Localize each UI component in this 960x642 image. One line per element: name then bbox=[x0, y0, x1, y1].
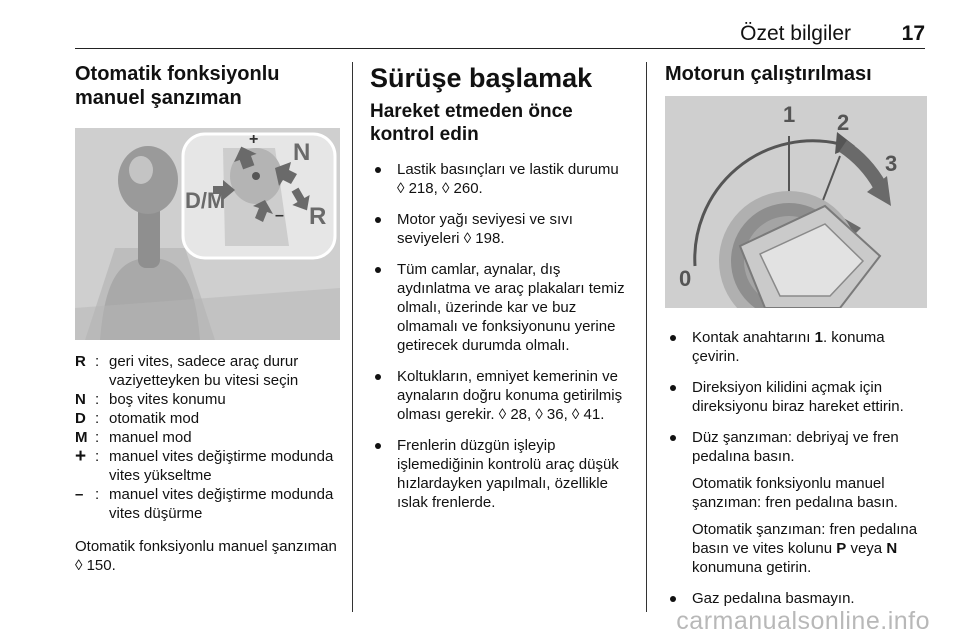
list-item bbox=[370, 367, 635, 424]
item-text: Motor yağı seviyesi ve sıvı seviyeleri bbox=[397, 211, 573, 247]
position-0: 0 bbox=[679, 266, 692, 291]
gearbox-reference bbox=[75, 537, 340, 575]
legend-row-plus: + : manuel vites değiştirme modunda vites yükseltme bbox=[75, 447, 340, 485]
label-r: R bbox=[309, 203, 327, 230]
item-text: Lastik basınçları ve lastik durumu bbox=[397, 161, 619, 178]
label-plus: + bbox=[249, 131, 259, 148]
header-title: Özet bilgiler bbox=[740, 22, 851, 45]
engine-heading: Motorun çalıştırılması bbox=[665, 63, 872, 85]
sub-instruction bbox=[692, 520, 930, 577]
legend-text: boş vites konumu bbox=[109, 391, 226, 408]
reference-arrow-icon: ◊ bbox=[463, 230, 472, 247]
legend-key: M bbox=[75, 429, 88, 446]
list-item bbox=[665, 378, 930, 416]
column-driving-start bbox=[370, 62, 635, 524]
reference-arrow-icon: ◊ bbox=[75, 557, 83, 574]
reference-arrow-icon: ◊ bbox=[397, 180, 405, 197]
item-text: Direksiyon kilidini açmak için direksiyonu biraz hareket ettirin. bbox=[692, 379, 904, 415]
item-text: konumuna getirin. bbox=[692, 559, 812, 576]
item-bold: P bbox=[836, 540, 847, 557]
legend-key: – bbox=[75, 486, 84, 503]
legend-text: manuel vites değiştirme modunda vites düşürme bbox=[109, 486, 334, 522]
list-item bbox=[665, 589, 930, 608]
check-subheading: Hareket etmeden önce kontrol edin bbox=[370, 101, 573, 145]
reference-text: Otomatik fonksiyonlu manuel şanzıman bbox=[75, 538, 337, 555]
list-item bbox=[370, 160, 635, 198]
legend-key: N bbox=[75, 391, 86, 408]
check-list bbox=[370, 160, 635, 512]
legend-text: manuel mod bbox=[109, 429, 192, 446]
legend-key: R bbox=[75, 353, 86, 370]
ignition-figure bbox=[665, 96, 927, 308]
item-bold: 1 bbox=[814, 329, 823, 346]
item-text: Kontak anahtarını bbox=[692, 329, 815, 346]
legend-row-minus: – : manuel vites değiştirme modunda vites düşürme bbox=[75, 485, 340, 523]
list-item bbox=[665, 328, 930, 366]
position-2: 2 bbox=[837, 110, 850, 135]
label-dm: D/M bbox=[185, 188, 226, 213]
item-refs: 28, ◊ 36, ◊ 41. bbox=[510, 406, 605, 423]
item-text: Otomatik şanzıman: fren pedalına basın ve vites kolunu bbox=[692, 521, 918, 557]
watermark: carmanualsonline.info bbox=[676, 607, 930, 635]
page-number: 17 bbox=[901, 22, 925, 45]
legend-text: otomatik mod bbox=[109, 410, 200, 427]
start-steps bbox=[665, 328, 930, 608]
list-item bbox=[370, 210, 635, 248]
item-text: Gaz pedalına basmayın. bbox=[692, 590, 855, 607]
position-3: 3 bbox=[885, 151, 898, 176]
legend-text: manuel vites değiştirme modunda vites yükseltme bbox=[109, 448, 334, 484]
position-1: 1 bbox=[783, 102, 796, 127]
item-text: Düz şanzıman: debriyaj ve fren pedalına basın. bbox=[692, 429, 899, 465]
legend-key: + bbox=[75, 446, 87, 467]
legend-row-m: M : manuel mod bbox=[75, 428, 340, 447]
reference-arrow-icon: ◊ bbox=[498, 406, 507, 423]
column-divider-1 bbox=[352, 62, 353, 612]
sub-instruction: Otomatik fonksiyonlu manuel şanzıman: fren pedalına basın. bbox=[692, 475, 898, 511]
item-text: veya bbox=[846, 540, 887, 557]
legend-row-r: R : geri vites, sadece araç durur vaziyetteyken bu vitesi seçin bbox=[75, 352, 340, 390]
item-bold: N bbox=[886, 540, 898, 557]
reference-page: 150. bbox=[86, 557, 116, 574]
column-gearbox bbox=[75, 62, 340, 575]
page-header bbox=[75, 18, 925, 49]
list-item bbox=[370, 260, 635, 355]
legend-key: D bbox=[75, 410, 86, 427]
gearbox-heading: Otomatik fonksiyonlu manuel şanzıman bbox=[75, 63, 280, 109]
item-refs: 198. bbox=[475, 230, 505, 247]
legend-row-n: N : boş vites konumu bbox=[75, 390, 340, 409]
label-n: N bbox=[293, 139, 311, 166]
legend-row-d: D : otomatik mod bbox=[75, 409, 340, 428]
item-text: . konuma çevirin. bbox=[692, 329, 885, 365]
item-refs: 218, ◊ 260. bbox=[408, 180, 483, 197]
item-text: Frenlerin düzgün işleyip işlemediğinin kontrolü araç düşük hızlardayken yapılmalı, özellikle ıslak frenlerde. bbox=[397, 437, 619, 511]
gear-legend bbox=[75, 352, 340, 523]
driving-heading: Sürüşe başlamak bbox=[370, 63, 593, 93]
column-divider-2 bbox=[646, 62, 647, 612]
item-text: Tüm camlar, aynalar, dış aydınlatma ve araç plakaları temiz olmalı, üzerinde kar ve buz olmamalı ve fonksiyonunu yerine getirecek durumda olmalı. bbox=[397, 261, 625, 354]
legend-text: geri vites, sadece araç durur vaziyetteyken bu vitesi seçin bbox=[109, 353, 299, 389]
item-text: Koltukların, emniyet kemerinin ve aynaların doğru konuma getirilmiş olması gerekir. bbox=[397, 368, 623, 423]
list-item bbox=[665, 428, 930, 577]
label-minus: – bbox=[275, 207, 284, 224]
column-engine-start bbox=[665, 62, 930, 620]
list-item bbox=[370, 436, 635, 512]
gear-shift-figure bbox=[75, 128, 340, 340]
